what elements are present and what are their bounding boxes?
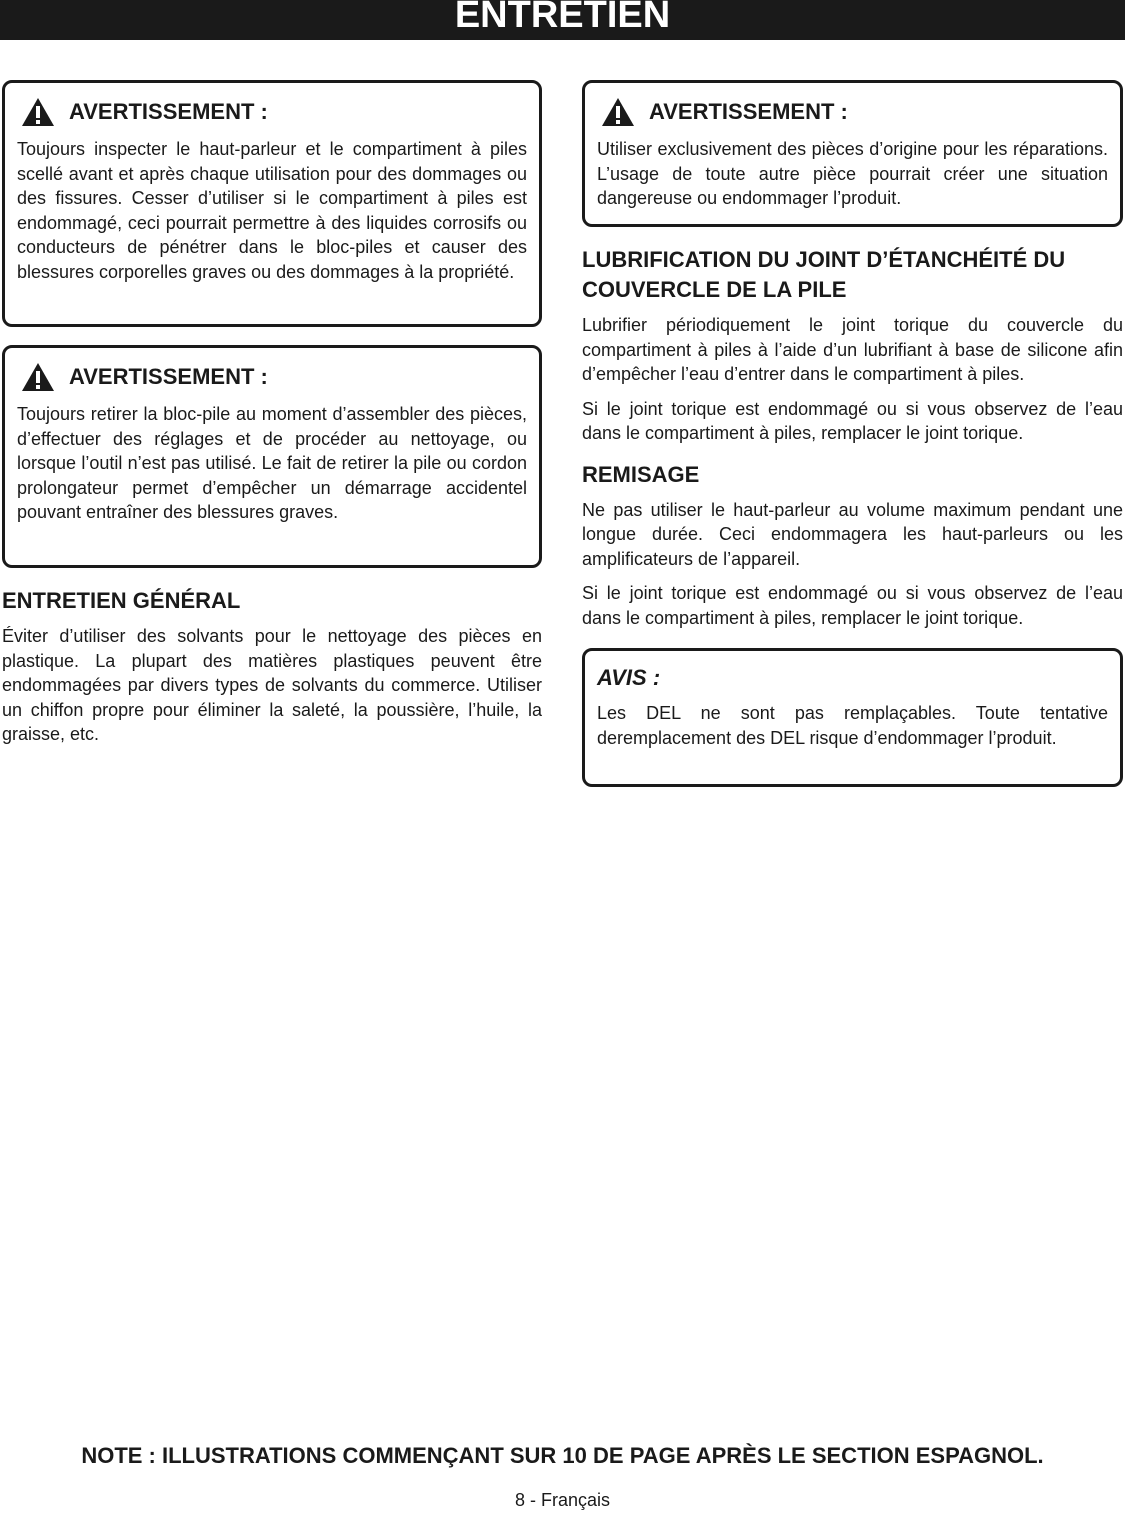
warning-box-remove-battery [2,345,542,568]
general-maintenance-text: Éviter d’utiliser des solvants pour le nettoyage des pièces en plastique. La plupart des matières plastiques peuvent être endommagées par divers types de solvants du commerce. Utiliser un chiffon propre pour éliminer la saleté, la poussière, l’huile, la graisse, etc. [2,626,542,744]
warning-triangle-icon [601,97,635,127]
warning-text: Toujours retirer la bloc-pile au moment d’assembler des pièces, d’effectuer des réglages et de procéder au nettoyage, ou lorsque l’outil n’est pas utilisé. Le fait de retirer la pile ou cordon prolongateur permet d’empêcher un démarrage accidentel pouvant entraîner des blessures graves. [17,404,527,522]
page-header [0,0,1125,40]
storage-text-2: Si le joint torique est endommagé ou si vous observez de l’eau dans le compartiment à piles, remplacer le joint torique. [582,583,1123,628]
notice-text: Les DEL ne sont pas remplaçables. Toute tentative deremplacement des DEL risque d’endommager l’produit. [597,703,1108,748]
warning-text: Toujours inspecter le haut-parleur et le compartiment à piles scellé avant et après chaque utilisation pour des dommages ou des fissures. Cesser d’utiliser si le compartiment à piles est endommagé, ceci pourrait permettre à des liquides corrosifs ou conducteurs de pénétrer dans le bloc-piles et causer des blessures corporelles graves ou des dommages à la propriété. [17,139,527,282]
warning-triangle-icon [21,362,55,392]
warning-box-original-parts [582,80,1123,227]
page-title: ENTRETIEN [454,0,671,36]
storage-text-1: Ne pas utiliser le haut-parleur au volume maximum pendant une longue durée. Ceci endommagera les haut-parleurs ou les amplificateurs de l’appareil. [582,499,1123,569]
notice-box [582,648,1123,787]
warning-header [21,362,527,392]
warning-box-inspect [2,80,542,327]
notice-title: AVIS : [597,665,661,690]
warning-text: Utiliser exclusivement des pièces d’origine pour les réparations. L’usage de toute autre pièce pourrait créer une situation dangereuse ou endommager l’produit. [597,139,1108,208]
page-number: 8 - Français [514,1490,611,1510]
warning-triangle-icon [21,97,55,127]
section-heading-general: ENTRETIEN GÉNÉRAL [2,588,241,613]
illustrations-note: NOTE : ILLUSTRATIONS COMMENÇANT SUR 10 DE PAGE APRÈS LE SECTION ESPAGNOL. [81,1443,1044,1468]
section-heading-storage: REMISAGE [582,461,700,487]
warning-title: AVERTISSEMENT : [649,99,848,124]
section-heading-lubrication: LUBRIFICATION DU JOINT D’ÉTANCHÉITÉ DU COUVERCLE DE LA PILE [582,247,1066,302]
warning-title: AVERTISSEMENT : [69,364,268,389]
warning-header [601,97,1108,127]
lubrication-text-1: Lubrifier périodiquement le joint torique du couvercle du compartiment à piles à l’aide d’un lubrifiant à base de silicone afin d’empêcher l’eau d’entrer dans le compartiment à piles. [582,315,1123,384]
right-column [582,80,1123,805]
left-column [2,80,542,757]
warning-header [21,97,527,127]
warning-title: AVERTISSEMENT : [69,99,268,124]
lubrication-text-2: Si le joint torique est endommagé ou si vous observez de l’eau dans le compartiment à piles, remplacer le joint torique. [582,398,1123,443]
